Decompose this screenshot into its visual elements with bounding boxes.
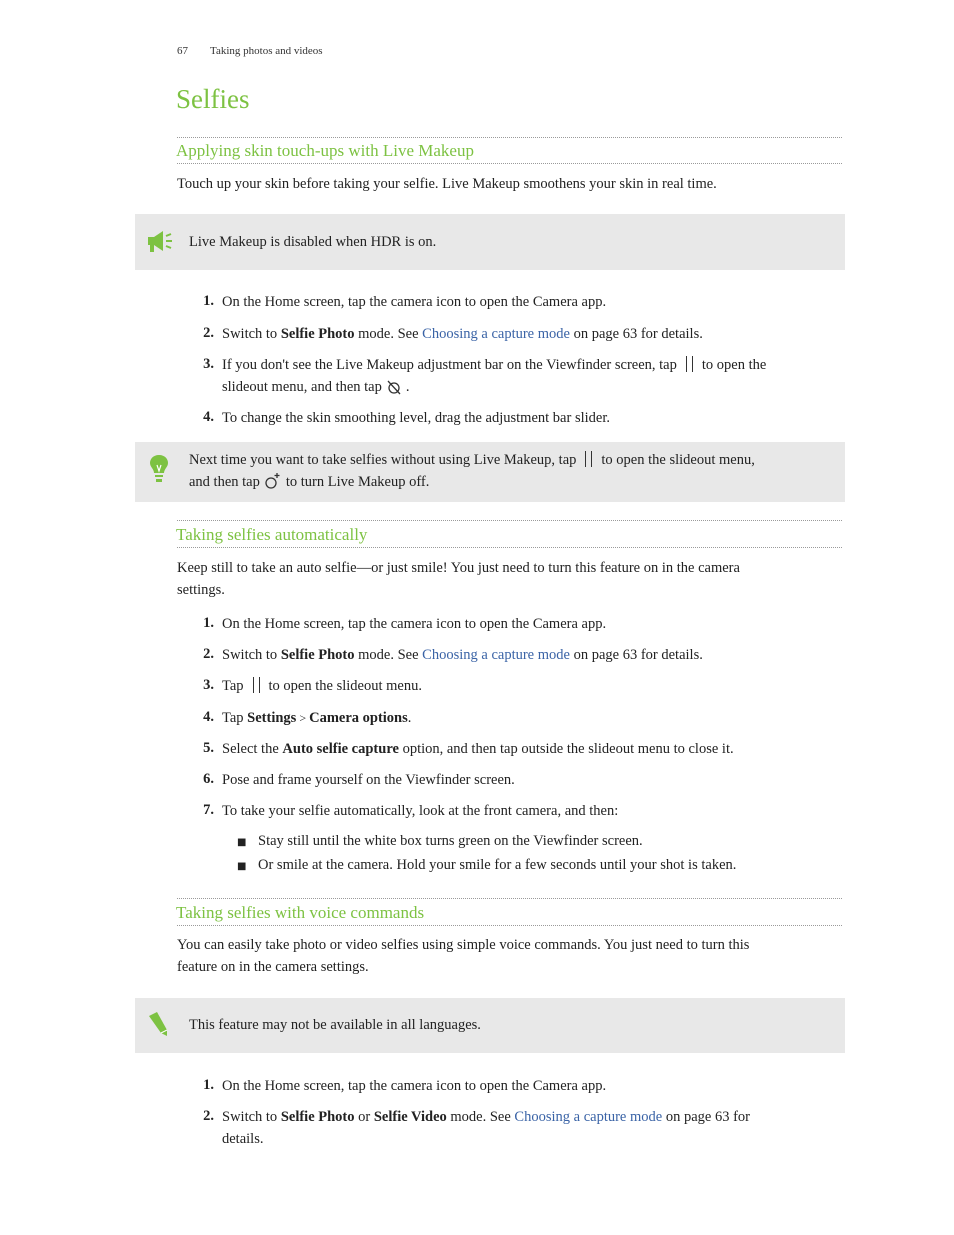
section-rule-top — [177, 520, 842, 521]
section-rule-bottom — [177, 547, 842, 548]
bullet-text: Or smile at the camera. Hold your smile for a few seconds until your shot is taken. — [258, 857, 737, 873]
step-number: 3. — [203, 677, 214, 693]
page-number: 67 — [177, 45, 188, 57]
step-number: 1. — [203, 293, 214, 309]
step-number: 4. — [203, 709, 214, 725]
lightbulb-icon — [145, 453, 173, 489]
section-intro: You can easily take photo or video selfies using simple voice commands. You just need to turn this feature on in the camera settings. — [177, 937, 750, 975]
step-text: Switch to Selfie Photo mode. See Choosing a capture mode on page 63 for details. — [222, 326, 703, 342]
step-text: On the Home screen, tap the camera icon to open the Camera app. — [222, 1078, 607, 1094]
megaphone-icon — [145, 228, 173, 258]
section-heading-voice-commands: Taking selfies with voice commands — [176, 903, 425, 922]
note-text: This feature may not be available in all languages. — [189, 1017, 481, 1033]
running-header: Taking photos and videos — [210, 45, 323, 57]
section-rule-bottom — [177, 163, 842, 164]
step-number: 3. — [203, 356, 214, 372]
section-rule-top — [177, 898, 842, 899]
step-text: To change the skin smoothing level, drag the adjustment bar slider. — [222, 410, 610, 426]
slideout-menu-icon — [686, 356, 693, 372]
step-number: 7. — [203, 802, 214, 818]
choosing-capture-mode-link[interactable]: Choosing a capture mode — [422, 326, 570, 342]
step-text: Tap to open the slideout menu. — [222, 678, 422, 694]
step-text: Pose and frame yourself on the Viewfinder screen. — [222, 772, 515, 788]
step-number: 6. — [203, 771, 214, 787]
section-rule-top — [177, 137, 842, 138]
choosing-capture-mode-link[interactable]: Choosing a capture mode — [422, 647, 570, 663]
section-intro: Keep still to take an auto selfie—or just smile! You just need to turn this feature on in the camera settings. — [177, 560, 740, 598]
note-text: Live Makeup is disabled when HDR is on. — [189, 234, 437, 250]
step-text: To take your selfie automatically, look at the front camera, and then: — [222, 803, 619, 819]
step-text: Switch to Selfie Photo or Selfie Video mode. See Choosing a capture mode on page 63 for details. — [222, 1109, 750, 1147]
section-rule-bottom — [177, 925, 842, 926]
step-number: 1. — [203, 1077, 214, 1093]
step-text: Select the Auto selfie capture option, and then tap outside the slideout menu to close it. — [222, 741, 734, 757]
note-box — [135, 998, 845, 1053]
section-heading-live-makeup: Applying skin touch-ups with Live Makeup — [176, 141, 474, 160]
live-makeup-off-icon — [386, 379, 402, 402]
page-title: Selfies — [176, 84, 250, 114]
choosing-capture-mode-link[interactable]: Choosing a capture mode — [514, 1109, 663, 1125]
step-number: 1. — [203, 615, 214, 631]
bullet-marker: ■ — [237, 861, 247, 872]
bullet-marker: ■ — [237, 837, 247, 848]
step-number: 2. — [203, 1108, 214, 1124]
slideout-menu-icon — [585, 451, 592, 467]
step-text: Switch to Selfie Photo mode. See Choosing a capture mode on page 63 for details. — [222, 647, 703, 663]
slideout-menu-icon — [253, 677, 260, 693]
pencil-icon — [145, 1010, 171, 1042]
step-number: 2. — [203, 646, 214, 662]
step-number: 2. — [203, 325, 214, 341]
step-number: 5. — [203, 740, 214, 756]
section-intro: Touch up your skin before taking your selfie. Live Makeup smoothens your skin in real time. — [177, 176, 717, 192]
step-text: If you don't see the Live Makeup adjustment bar on the Viewfinder screen, tap to open the slideout menu, and then tap . — [222, 354, 842, 402]
step-text: On the Home screen, tap the camera icon to open the Camera app. — [222, 294, 607, 310]
bullet-text: Stay still until the white box turns green on the Viewfinder screen. — [258, 833, 643, 849]
tip-text: Next time you want to take selfies without using Live Makeup, tap to open the slideout menu, and then tap to turn Live Makeup off. — [189, 449, 834, 497]
live-makeup-icon — [264, 472, 282, 497]
tip-box — [135, 442, 845, 502]
step-text: On the Home screen, tap the camera icon to open the Camera app. — [222, 616, 607, 632]
step-number: 4. — [203, 409, 214, 425]
note-box — [135, 214, 845, 270]
step-text: Tap Settings > Camera options. — [222, 710, 412, 726]
section-heading-auto-selfie: Taking selfies automatically — [176, 525, 368, 544]
